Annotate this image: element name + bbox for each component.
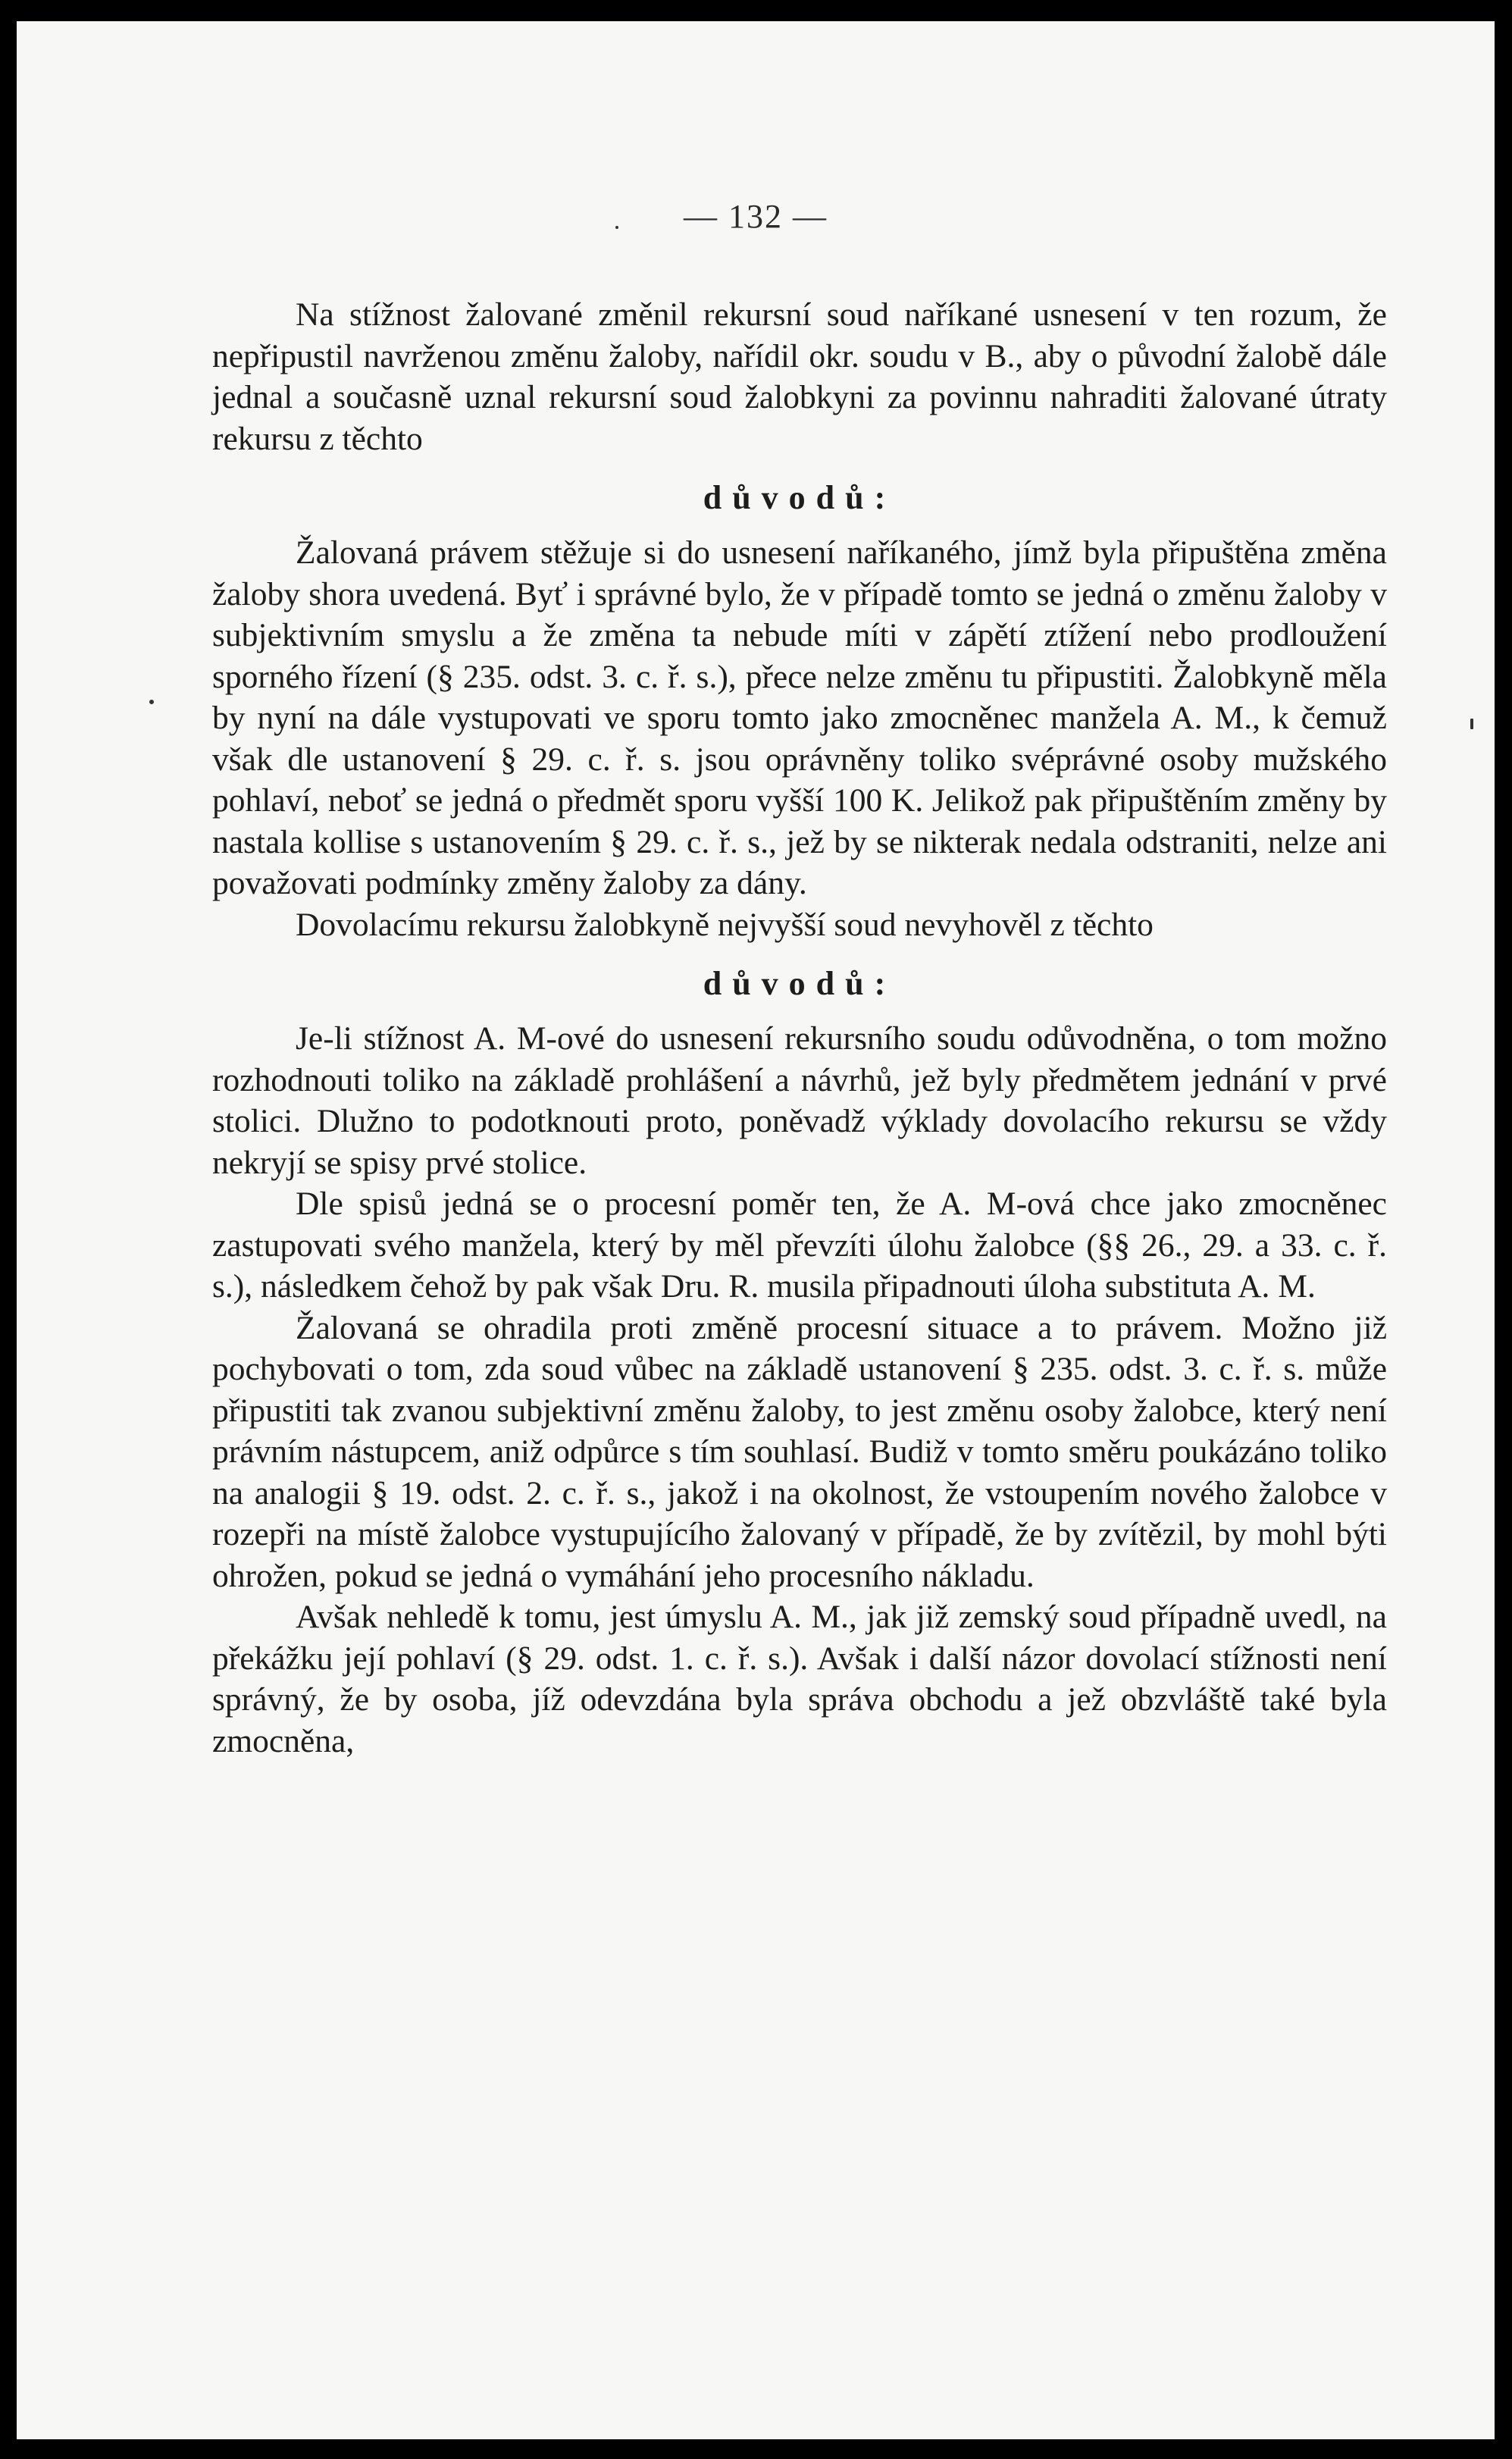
paragraph-defendant-complaint: Žalovaná právem stěžuje si do usnesení naříkaného, jímž byla připuštěna změna žaloby shora uvedená. Byť i správné bylo, že v případě tomto se jedná o změnu žaloby v subjektivním smyslu a že změna ta nebude míti v zápětí ztížení nebo prodloužení sporného řízení (§ 235. odst. 3. c. ř. s.), přece nelze změnu tu připustiti. Žalobkyně měla by nyní na dále vystupovati ve sporu tomto jako zmocněnec manžela A. M., k čemuž však dle ustanovení § 29. c. ř. s. jsou oprávněny toliko svéprávné osoby mužského pohlaví, neboť se jedná o předmět sporu vyšší 100 K. Jelikož pak připuštěním změny by nastala kollise s ustanovením § 29. c. ř. s., jež by se nikterak nedala odstraniti, nelze ani považovati podmínky změny žaloby za dány.	[212, 534, 1387, 901]
body-text	[212, 294, 1387, 1762]
paragraph-regardless: Avšak nehledě k tomu, jest úmyslu A. M., jak již zemský soud případně uvedl, na překážku její pohlaví (§ 29. odst. 1. c. ř. s.). Avšak i další názor dovolací stížnosti není správný, že by osoba, jíž odevzdána byla správa obchodu a jež obzvláště také byla zmocněna,	[212, 1599, 1387, 1759]
heading-reasons-1: důvodů:	[703, 479, 897, 516]
paragraph-petition: Na stížnost žalované změnil rekursní soud naříkané usnesení v ten rozum, že nepřipustil navrženou změnu žaloby, nařídil okr. soudu v B., aby o původní žalobě dále jednal a současně uznal rekursní soud žalobkyni za povinnu nahraditi žalované útraty rekursu z těchto	[212, 296, 1387, 457]
paragraph-objection: Žalovaná se ohradila proti změně procesní situace a to právem. Možno již pochybovati o tom, zda soud vůbec na základě ustanovení § 235. odst. 3. c. ř. s. může připustiti tak zvanou subjektivní změnu žaloby, to jest změnu osoby žalobce, který není právním nástupcem, aniž odpůrce s tím souhlasí. Budiž v tomto směru poukázáno toliko na analogii § 19. odst. 2. c. ř. s., jakož i na okolnost, že vstoupením nového žalobce v rozepři na místě žalobce vystupujícího žalovaný v případě, že by zvítězil, by mohl býti ohrožen, pokud se jedná o vymáhání jeho procesního nákladu.	[212, 1309, 1387, 1594]
page-number: — 132 —	[684, 198, 828, 235]
heading-reasons-2: důvodů:	[703, 965, 897, 1002]
document-page	[17, 21, 1495, 2439]
scan-speck	[1470, 719, 1473, 729]
paragraph-supreme-court-decision: Dovolacímu rekursu žalobkyně nejvyšší soud nevyhověl z těchto	[296, 906, 1154, 943]
paragraph-procedural-relation: Dle spisů jedná se o procesní poměr ten, že A. M-ová chce jako zmocněnec zastupovati svého manžela, který by měl převzíti úlohu žalobce (§§ 26., 29. a 33. c. ř. s.), následkem čehož by pak však Dru. R. musila připadnouti úloha substituta A. M.	[212, 1186, 1387, 1305]
paragraph-justification: Je-li stížnost A. M-ové do usnesení rekursního soudu odůvodněna, o tom možno rozhodnouti toliko na základě prohlášení a návrhů, jež byly předmětem jednání v prvé stolici. Dlužno to podotknouti proto, poněvadž výklady dovolacího rekursu se vždy nekryjí se spisy prvé stolice.	[212, 1020, 1387, 1181]
scan-speck	[615, 226, 618, 229]
scan-speck	[149, 700, 154, 704]
